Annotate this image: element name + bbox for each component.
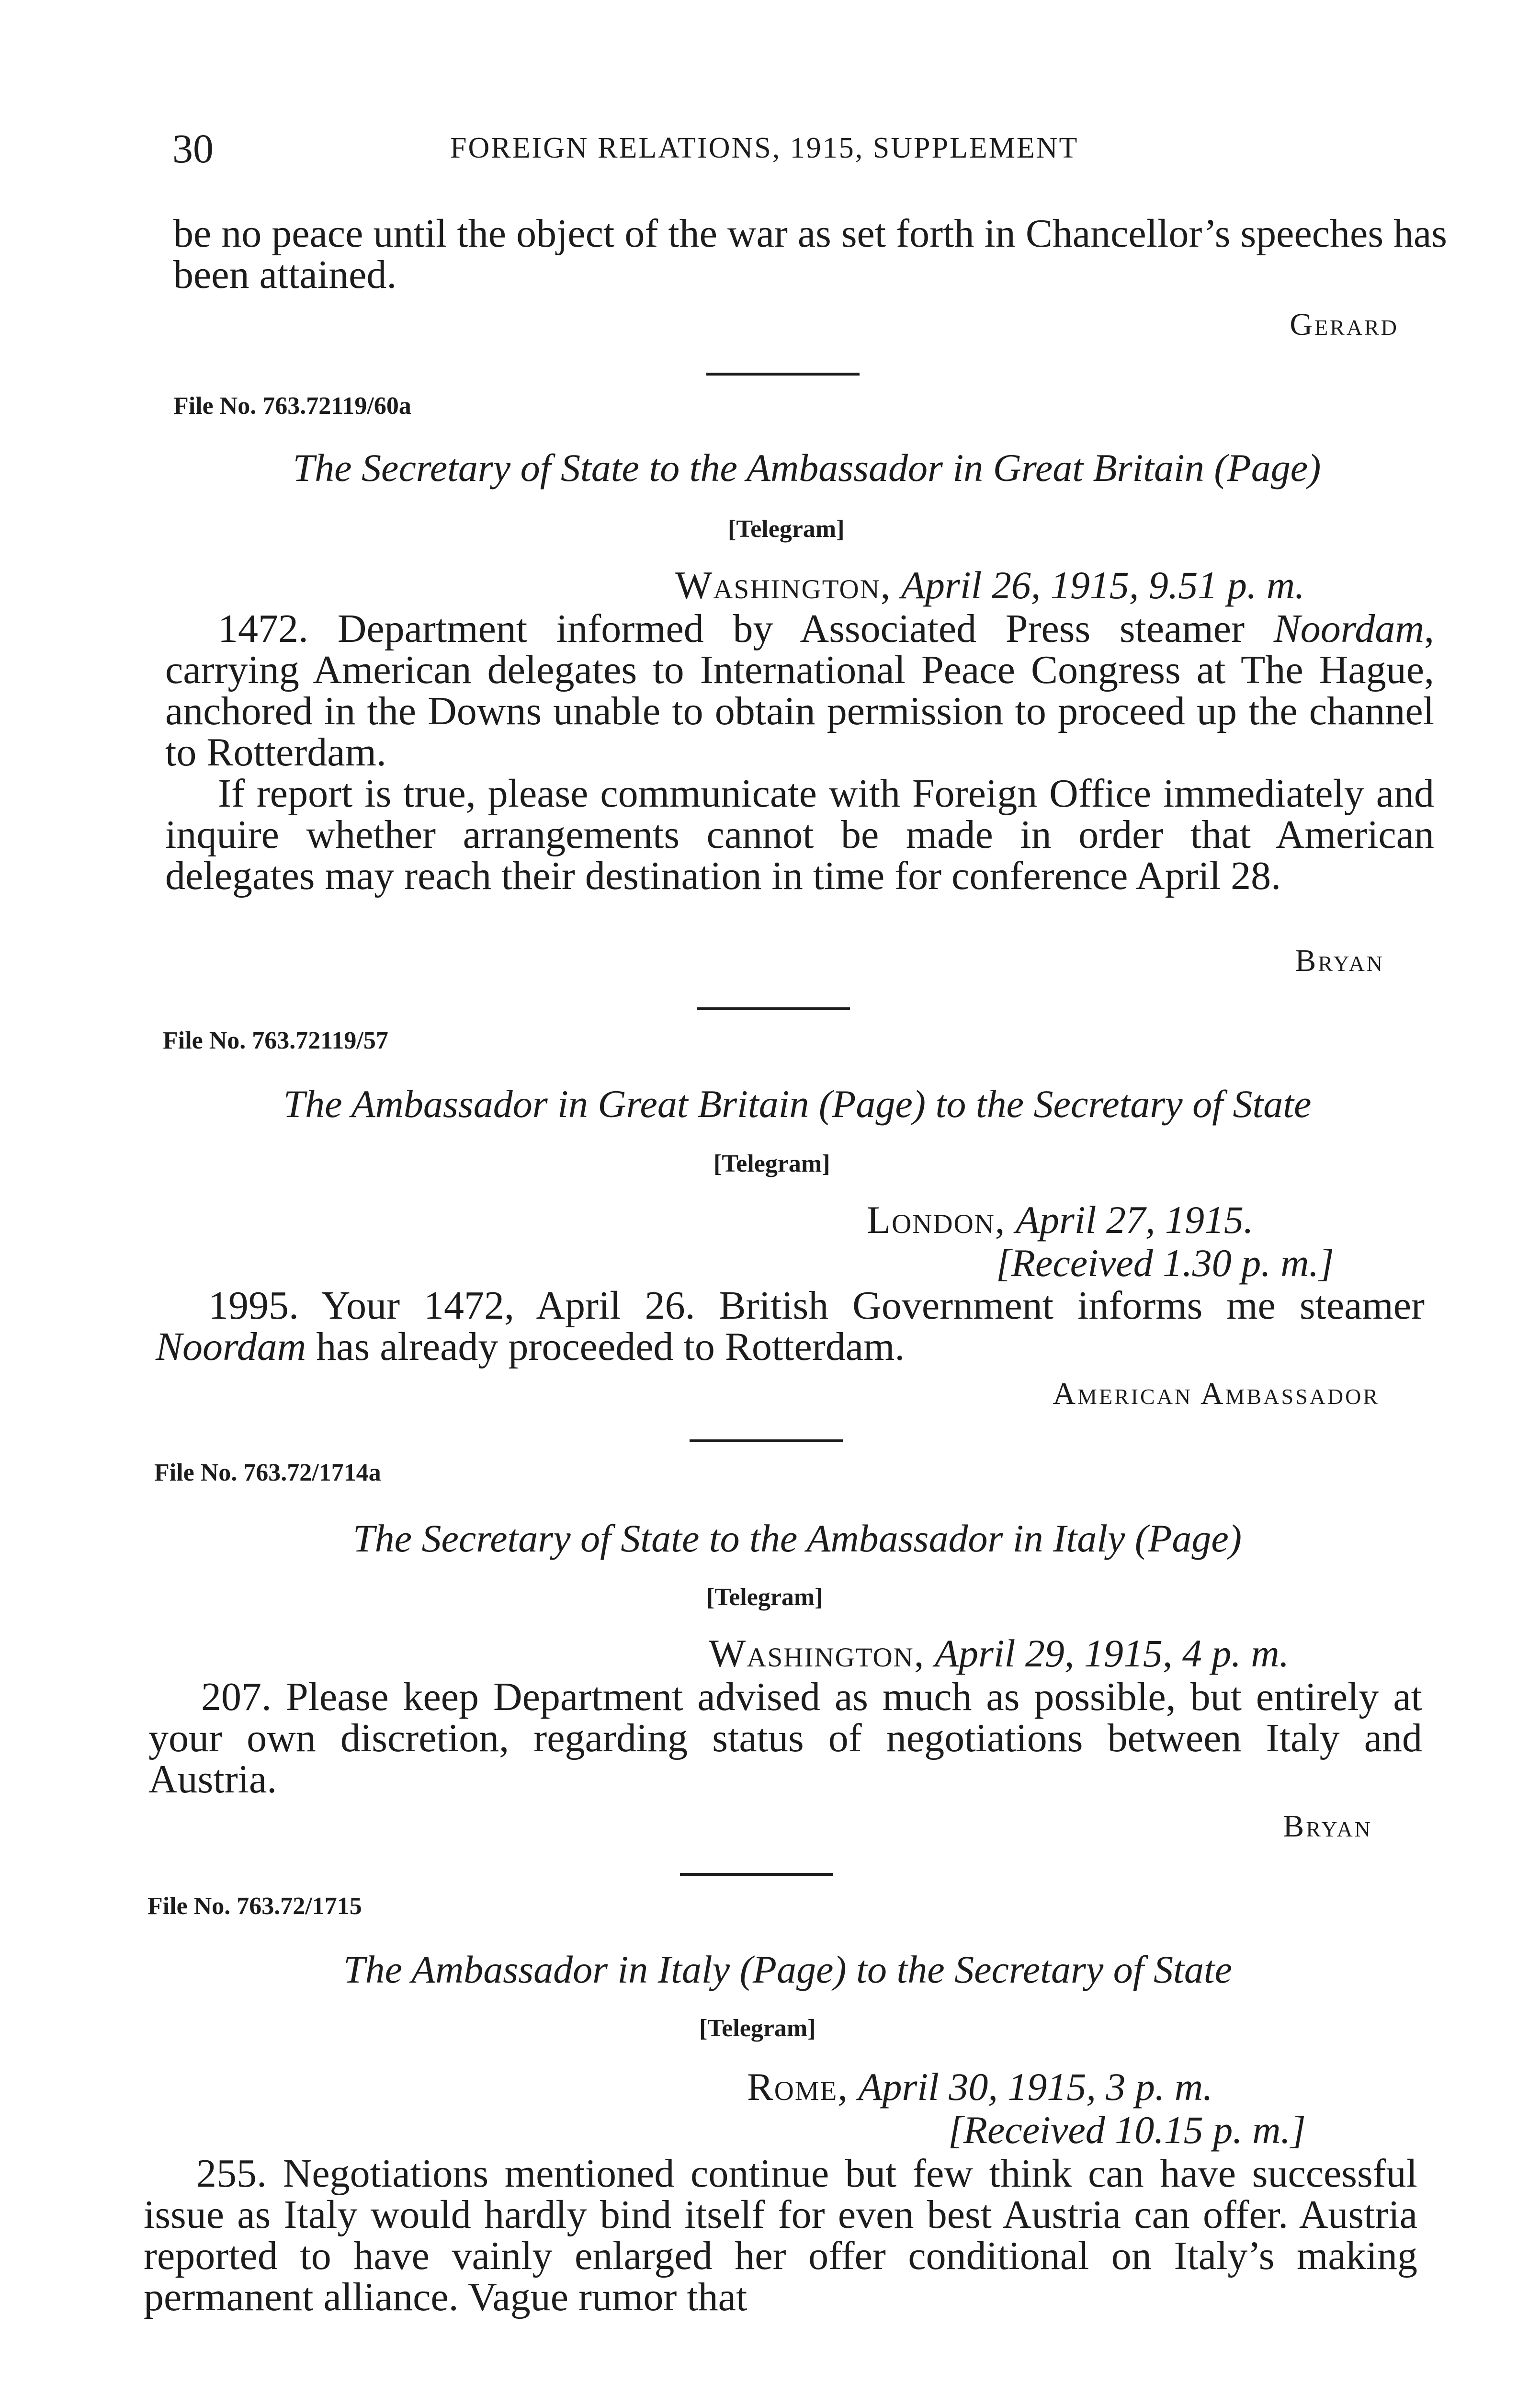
body-paragraph: 255. Negotiations mentioned continue but few think can have successful issue as Italy would hardly bind itself for even best Austria can offer. Austria reported to have vainly enlarged her offer conditional on Italy’s making permanent alliance. Vague rumor that: [144, 2151, 1417, 2319]
intro-signature-text: Gerard: [1290, 307, 1399, 342]
body-paragraph: [156, 1285, 1425, 1368]
section-divider: [697, 1007, 850, 1010]
ship-name: Noordam: [156, 1324, 306, 1369]
intro-paragraph: be no peace until the object of the war as set forth in Chancellor’s speeches has been attained.: [173, 211, 1447, 297]
intro-signature: [1290, 307, 1399, 343]
body-text: 1995. Your 1472, April 26. British Government informs me steamer: [208, 1283, 1425, 1328]
ship-name: Noordam: [1273, 606, 1424, 651]
dateline-place: London,: [867, 1198, 1006, 1242]
dateline: [675, 563, 1305, 608]
dateline-date: April 26, 1915, 9.51 p. m.: [901, 563, 1305, 607]
signature-text: Bryan: [1295, 943, 1384, 978]
telegram-label: [Telegram]: [706, 1584, 823, 1611]
body-text: 1472. Department informed by Associated Press steamer: [218, 606, 1274, 651]
dateline: [867, 1198, 1254, 1243]
dateline-place: Washington,: [709, 1631, 925, 1675]
file-number: File No. 763.72119/60a: [173, 392, 411, 420]
document-body: [148, 1676, 1422, 1800]
file-number: File No. 763.72/1715: [147, 1893, 362, 1920]
body-text: has already proceeded to Rotterdam.: [306, 1324, 905, 1369]
dateline-date: April 27, 1915.: [1015, 1198, 1254, 1242]
document-title: The Ambassador in Italy (Page) to the Secretary of State: [343, 1948, 1233, 1991]
received-note: [Received 10.15 p. m.]: [948, 2108, 1306, 2152]
telegram-label: [Telegram]: [728, 515, 845, 543]
dateline: [709, 1631, 1289, 1676]
page-number: 30: [172, 125, 214, 171]
section-divider: [690, 1439, 843, 1442]
file-number: File No. 763.72119/57: [163, 1027, 388, 1054]
document-title: The Secretary of State to the Ambassador in Great Britain (Page): [293, 446, 1321, 490]
dateline: [747, 2064, 1213, 2110]
received-note: [Received 1.30 p. m.]: [996, 1241, 1334, 1285]
signature-text: American Ambassador: [1053, 1376, 1380, 1411]
body-text: , carrying American delegates to International Peace Congress at The Hague, anchored in the Downs unable to obtain permission to proceed up the channel to Rotterdam.: [165, 606, 1434, 775]
dateline-date: April 30, 1915, 3 p. m.: [858, 2065, 1213, 2109]
signature-text: Bryan: [1283, 1809, 1372, 1844]
dateline-date: April 29, 1915, 4 p. m.: [934, 1631, 1290, 1675]
signature: [1283, 1808, 1372, 1845]
signature: [1053, 1376, 1380, 1412]
page-header: [172, 125, 1446, 177]
running-head: FOREIGN RELATIONS, 1915, SUPPLEMENT: [450, 132, 1079, 164]
document-body: [144, 2153, 1417, 2318]
body-paragraph: If report is true, please communicate with Foreign Office immediately and inquire whether arrangements cannot be made in order that American delegates may reach their destination in time for conference April 28.: [165, 771, 1434, 898]
document-title: The Secretary of State to the Ambassador in Italy (Page): [352, 1517, 1242, 1560]
section-divider: [680, 1873, 833, 1876]
document-title: The Ambassador in Great Britain (Page) to the Secretary of State: [283, 1082, 1312, 1126]
file-number: File No. 763.72/1714a: [154, 1459, 381, 1486]
body-paragraph: [165, 608, 1434, 773]
signature: [1295, 943, 1384, 979]
telegram-label: [Telegram]: [699, 2015, 816, 2042]
document-body: [156, 1285, 1425, 1368]
intro-paragraph-block: [173, 213, 1447, 296]
dateline-place: Washington,: [675, 563, 892, 607]
telegram-label: [Telegram]: [713, 1150, 830, 1177]
document-body: [165, 608, 1434, 897]
dateline-place: Rome,: [747, 2065, 849, 2109]
section-divider: [706, 373, 860, 376]
body-paragraph: 207. Please keep Department advised as much as possible, but entirely at your own discretion, regarding status of negotiations between Italy and Austria.: [148, 1675, 1422, 1802]
